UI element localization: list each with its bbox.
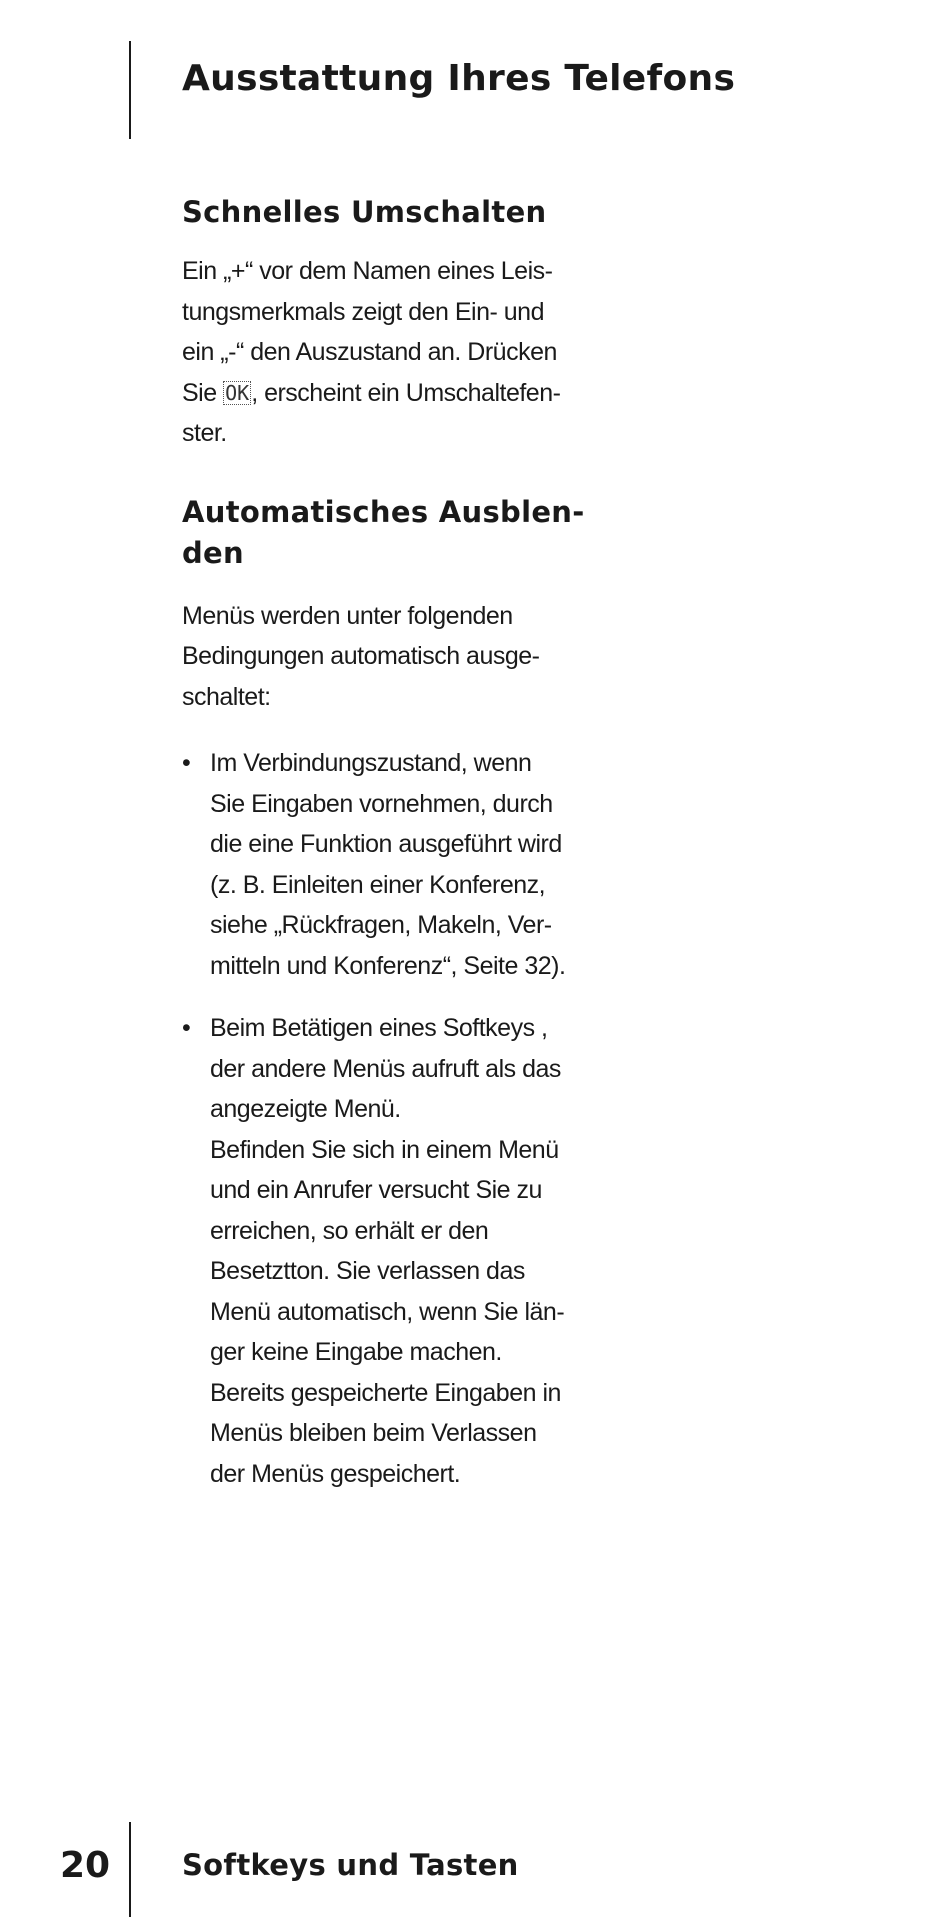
- list-item-line: Menüs bleiben beim Verlassen: [210, 1419, 537, 1447]
- list-item-line: Beim Betätigen eines Softkeys ,: [210, 1014, 548, 1042]
- list-item-line: angezeigte Menü.: [210, 1095, 401, 1123]
- list-item-line: Besetztton. Sie verlassen das: [210, 1257, 525, 1285]
- list-item-line: Im Verbindungszustand, wenn: [210, 749, 532, 777]
- paragraph-line: Menüs werden unter folgenden: [182, 601, 513, 630]
- paragraph-line: ster.: [182, 419, 227, 447]
- paragraph-line: [182, 373, 622, 414]
- list-item-line: und ein Anrufer versucht Sie zu: [210, 1176, 542, 1204]
- list-item-line: mitteln und Konferenz“, Seite 32).: [210, 951, 566, 980]
- list-item-line: der Menüs gespeichert.: [210, 1459, 461, 1488]
- footer-rule: [129, 1822, 131, 1917]
- section-heading-ausblenden: [182, 492, 622, 574]
- paragraph-line: tungsmerkmals zeigt den Ein- und: [182, 297, 544, 326]
- list-item-line: siehe „Rückfragen, Makeln, Ver-: [210, 911, 552, 939]
- list-item-line: der andere Menüs aufruft als das: [210, 1054, 561, 1083]
- list-item-line: Bereits gespeicherte Eingaben in: [210, 1378, 561, 1407]
- page-number: 20: [60, 1845, 111, 1886]
- heading-line: den: [182, 535, 244, 570]
- main-content: [182, 192, 622, 1516]
- bullet-icon: •: [182, 1014, 191, 1042]
- list-item-line: ger keine Eingabe machen.: [210, 1338, 502, 1366]
- list-item-line: die eine Funktion ausgeführt wird: [210, 830, 562, 858]
- line-text: , erscheint ein Umschaltefen-: [251, 378, 561, 407]
- list-item-line: Sie Eingaben vornehmen, durch: [210, 789, 553, 818]
- page-title: Ausstattung Ihres Telefons: [182, 58, 736, 99]
- list-item-line: erreichen, so erhält er den: [210, 1216, 489, 1245]
- list-item-line: Befinden Sie sich in einem Menü: [210, 1135, 559, 1164]
- section-paragraph-umschalten: [182, 251, 622, 454]
- ok-key-symbol: OK: [225, 380, 250, 405]
- paragraph-line: Bedingungen automatisch ausge-: [182, 642, 540, 670]
- heading-line: Automatisches Ausblen-: [182, 494, 585, 529]
- footer-title: Softkeys und Tasten: [182, 1848, 519, 1882]
- paragraph-line: ein „-“ den Auszustand an. Drücken: [182, 338, 557, 366]
- list-item-line: (z. B. Einleiten einer Konferenz,: [210, 870, 546, 899]
- bullet-list: [182, 743, 622, 1494]
- section-heading-umschalten: Schnelles Umschalten: [182, 195, 547, 229]
- bullet-icon: •: [182, 749, 191, 777]
- header-rule: [129, 41, 131, 139]
- list-item: [182, 1008, 622, 1494]
- paragraph-line: Ein „+“ vor dem Namen eines Leis-: [182, 257, 553, 285]
- list-item-line: Menü automatisch, wenn Sie län-: [210, 1297, 565, 1326]
- paragraph-line: schaltet:: [182, 682, 271, 711]
- section-paragraph-ausblenden: [182, 596, 622, 718]
- list-item: [182, 743, 622, 986]
- line-text: Sie: [182, 378, 224, 407]
